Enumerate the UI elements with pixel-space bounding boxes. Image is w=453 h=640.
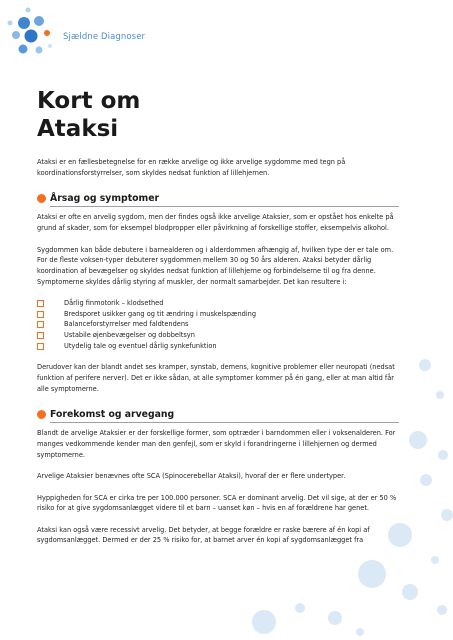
bg-dot (441, 509, 453, 521)
logo-dot (25, 30, 38, 43)
section-heading-cause (37, 192, 399, 207)
list-item-text: Balanceforstyrrelser med faldtendens (64, 320, 189, 329)
checkbox-square-icon (37, 332, 44, 339)
paragraph: Arvelige Ataksier benævnes ofte SCA (Spinocerebellar Ataksi), hvoraf der er flere undertyper. (37, 472, 346, 481)
bg-dot (358, 560, 386, 588)
list-item-text: Utydelig tale og eventuel dårlig synkefunktion (64, 341, 217, 350)
bg-dot (402, 584, 418, 600)
bg-dot (356, 628, 364, 636)
logo-dot (18, 17, 30, 29)
content (37, 157, 399, 557)
logo-dot (19, 45, 28, 54)
checkbox-square-icon (37, 321, 44, 328)
brand-name: Sjældne Diagnoser (63, 32, 146, 42)
page-title (37, 87, 140, 143)
paragraph: Ataksi kan også være recessivt arvelig. Det betyder, at begge forældre er raske bærere af én kopi af sygdomsanlægget. Dermed er der 25 % risiko for, at barnet arver én kopi af sygdomsanlægget fra (37, 525, 370, 545)
checkbox-square-icon (37, 311, 44, 318)
bg-dot (295, 603, 305, 613)
bg-dot (419, 359, 431, 371)
list-item (37, 341, 399, 352)
bg-dot (409, 431, 427, 449)
bg-dot (437, 605, 447, 615)
intro-paragraph: Ataksi er en fællesbetegnelse for en række arvelige og ikke arvelige sygdomme med tegn på koordinationsforstyrrelser, som skyldes nedsat funktion af lillehjernen. (37, 158, 346, 177)
section-title: Årsag og symptomer (50, 193, 160, 205)
checkbox-square-icon (37, 343, 44, 350)
bg-dot (420, 474, 432, 486)
paragraph: Hyppigheden for SCA er cirka tre per 100.000 personer. SCA er dominant arvelig. Det vil sige, at der er 50 % risiko for at give sygdomsanlægget videre til et barn – uanset køn – hvis en af forældrene har genet. (37, 493, 397, 513)
logo-dots (8, 8, 53, 54)
symptom-list (37, 298, 399, 352)
list-item (37, 298, 399, 309)
section-heading-occurrence (37, 408, 399, 423)
logo-dot (36, 47, 43, 54)
section-divider (50, 206, 399, 207)
list-item (37, 319, 399, 330)
bg-dot (431, 556, 439, 564)
list-item-text: Ustabile øjenbevægelser og dobbeltsyn (64, 331, 195, 340)
logo-dot (34, 16, 44, 26)
title-line-2: Ataksi (37, 116, 119, 142)
list-item-text: Dårlig finmotorik – klodsethed (64, 299, 164, 307)
paragraph: Ataksi er ofte en arvelig sygdom, men der findes også ikke arvelige Ataksier, som er opstået hos enkelte på grund af skader, som for eksempel blodpropper eller påvirkning af forskellige stoffer, eksempelvis alkohol. (37, 213, 394, 233)
paragraph: Blandt de arvelige Ataksier er der forskellige former, som optræder i barndommen eller i voksenalderen. For manges vedkommende kender man den genfejl, som er skyld i forandringerne i lillehjernen og dermed symptomerne. (37, 429, 396, 459)
paragraph: Derudover kan der blandt andet ses kramper, synstab, demens, kognitive problemer eller neuropati (nedsat funktion af perifere nerver). Det er ikke sådan, at alle symptomer kommer på én gang, eller at man altid får alle symptomerne. (37, 363, 395, 393)
logo-dot (44, 30, 50, 36)
checkbox-square-icon (37, 300, 44, 307)
bg-dot (252, 610, 276, 634)
title-line-1: Kort om (37, 88, 141, 114)
list-item (37, 330, 399, 341)
bg-dot (436, 391, 444, 399)
bg-dot (438, 450, 448, 460)
logo-dot (48, 44, 52, 48)
logo-dot (8, 21, 13, 26)
section-divider (50, 422, 399, 423)
logo-dot (12, 31, 20, 39)
section-title: Forekomst og arvegang (50, 409, 175, 421)
paragraph: Sygdommen kan både debutere i barnealderen og i alderdommen afhængig af, hvilken type der er tale om. For de fleste voksen-typer debuterer sygdommen mellem 30 og 50 års alderen. Ataksi betyder dårlig koordination af bevægelser og skyldes nedsat funktion af lillehjerne og forbindelserne til og fra denne. Symptomerne skyldes dårlig styring af muskler, der normalt samarbejder. Det kan resultere i: (37, 245, 394, 286)
list-item-text: Bredsporet usikker gang og tit ændring i muskelspænding (64, 309, 257, 318)
bg-dot (328, 611, 342, 625)
logo-dot (26, 8, 31, 13)
list-item (37, 309, 399, 320)
